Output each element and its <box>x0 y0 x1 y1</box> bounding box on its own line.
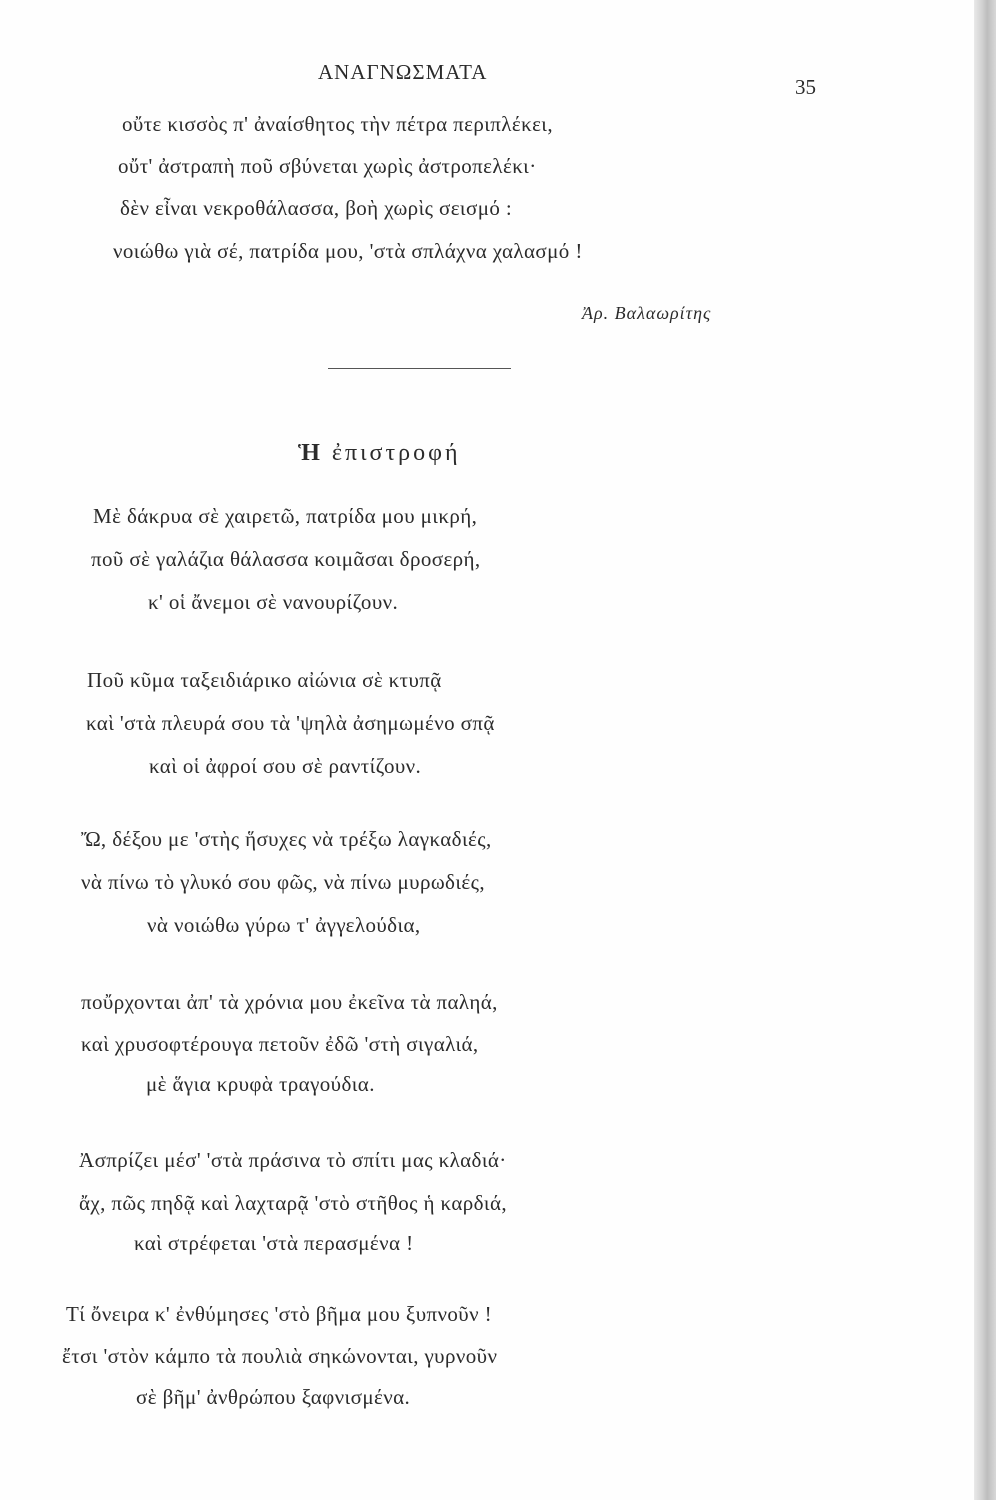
previous-poem-line-2: οὔτ' ἀστραπὴ ποῦ σβύνεται χωρὶς ἀστροπελέκι· <box>118 154 537 178</box>
stanza-3-line-3: νὰ νοιώθω γύρω τ' ἀγγελούδια, <box>147 913 421 937</box>
stanza-4-line-1: ποὔρχονται ἀπ' τὰ χρόνια μου ἐκεῖνα τὰ παληά, <box>81 990 498 1014</box>
stanza-6-line-2: ἔτσι 'στὸν κάμπο τὰ πουλιὰ σηκώνονται, γυρνοῦν <box>62 1344 498 1368</box>
stanza-4-line-2: καὶ χρυσοφτέρουγα πετοῦν ἐδῶ 'στὴ σιγαλιά, <box>81 1032 479 1056</box>
section-divider <box>328 368 511 369</box>
stanza-2-line-1: Ποῦ κῦμα ταξειδιάρικο αἰώνια σὲ κτυπᾷ <box>87 668 442 692</box>
running-head: ΑΝΑΓΝΩΣΜΑΤΑ <box>318 60 488 84</box>
stanza-2-line-3: καὶ οἱ ἀφροί σου σὲ ραντίζουν. <box>149 754 422 778</box>
previous-poem-line-1: οὔτε κισσὸς π' ἀναίσθητος τὴν πέτρα περιπλέκει, <box>122 112 554 136</box>
stanza-6-line-1: Τί ὄνειρα κ' ἐνθύμησες 'στὸ βῆμα μου ξυπνοῦν ! <box>66 1302 493 1326</box>
poem-title <box>298 440 461 467</box>
stanza-3-line-1: Ὤ, δέξου με 'στὴς ἥσυχες νὰ τρέξω λαγκαδιές, <box>81 827 492 851</box>
stanza-5-line-2: ἄχ, πῶς πηδᾷ καὶ λαχταρᾷ 'στὸ στῆθος ἡ καρδιά, <box>79 1191 507 1215</box>
page-number: 35 <box>795 75 816 99</box>
stanza-1-line-3: κ' οἱ ἄνεμοι σὲ νανουρίζουν. <box>148 590 399 614</box>
previous-poem-line-3: δὲν εἶναι νεκροθάλασσα, βοὴ χωρὶς σεισμό : <box>120 196 513 220</box>
stanza-5-line-1: Ἀσπρίζει μέσ' 'στὰ πράσινα τὸ σπίτι μας κλαδιά· <box>79 1148 507 1172</box>
poem-title-word: ἐπιστροφή <box>331 440 461 466</box>
stanza-2-line-2: καὶ 'στὰ πλευρά σου τὰ 'ψηλὰ ἀσημωμένο σπᾷ <box>86 711 495 735</box>
stanza-1-line-2: ποῦ σὲ γαλάζια θάλασσα κοιμᾶσαι δροσερή, <box>91 547 481 571</box>
stanza-6-line-3: σὲ βῆμ' ἀνθρώπου ξαφνισμένα. <box>136 1385 411 1409</box>
stanza-4-line-3: μὲ ἅγια κρυφὰ τραγούδια. <box>146 1072 375 1096</box>
stanza-5-line-3: καὶ στρέφεται 'στὰ περασμένα ! <box>134 1231 414 1255</box>
stanza-3-line-2: νὰ πίνω τὸ γλυκό σου φῶς, νὰ πίνω μυρωδιές, <box>81 870 485 894</box>
page-edge-shadow <box>974 0 996 1500</box>
author-signature: Ἀρ. Βαλαωρίτης <box>582 303 712 323</box>
previous-poem-line-4: νοιώθω γιὰ σέ, πατρίδα μου, 'στὰ σπλάχνα χαλασμό ! <box>113 239 583 263</box>
poem-title-article: Ἡ <box>298 440 323 466</box>
stanza-1-line-1: Μὲ δάκρυα σὲ χαιρετῶ, πατρίδα μου μικρή, <box>93 504 478 528</box>
